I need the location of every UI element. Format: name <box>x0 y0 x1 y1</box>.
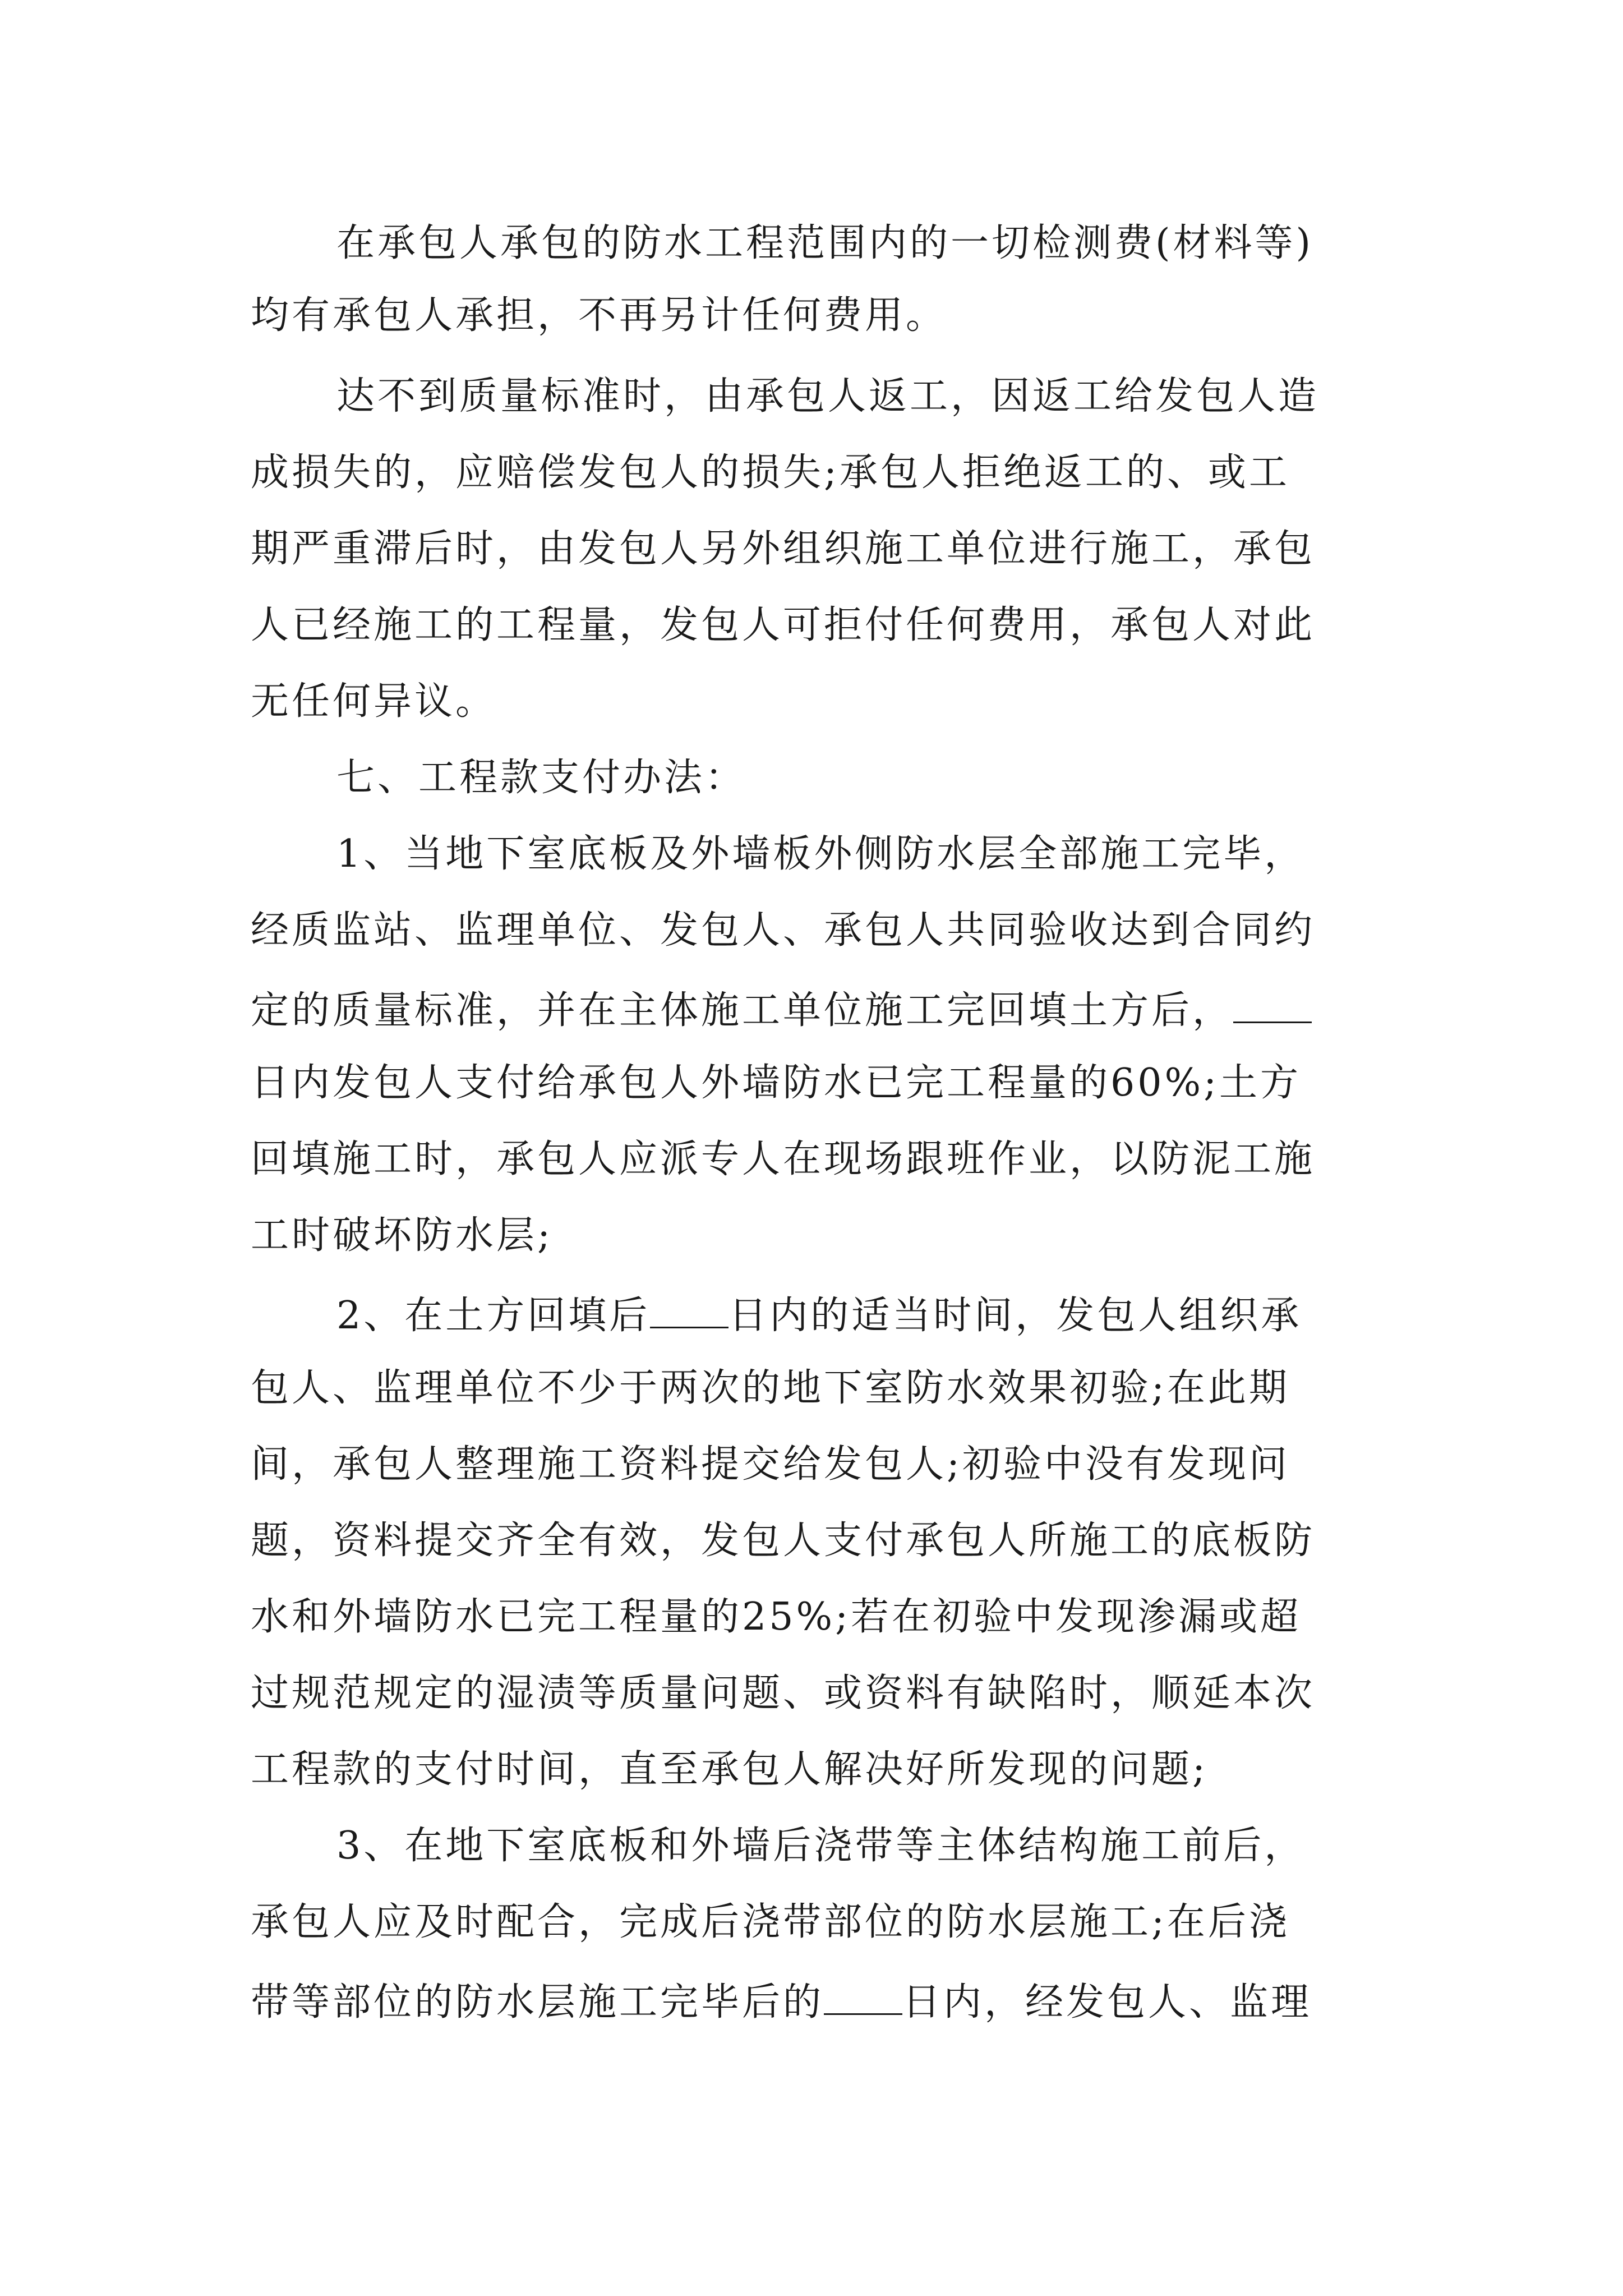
text-line: 工时破坏防水层; <box>251 1213 553 1258</box>
text-line <box>251 1980 1312 2022</box>
text-line: 间，承包人整理施工资料提交给发包人;初验中没有发现问 <box>251 1442 1290 1487</box>
text-line: 达不到质量标准时，由承包人返工，因返工给发包人造 <box>336 374 1320 418</box>
text-line: 成损失的，应赔偿发包人的损失;承包人拒绝返工的、或工 <box>251 450 1290 495</box>
text-line: 日内发包人支付给承包人外墙防水已完工程量的60%;土方 <box>251 1061 1302 1105</box>
text-segment: 2、在土方回填后 <box>336 1294 651 1338</box>
text-line: 无任何异议。 <box>251 679 497 724</box>
fill-in-blank <box>650 1293 728 1328</box>
text-line: 在承包人承包的防水工程范围内的一切检测费(材料等) <box>336 221 1314 265</box>
text-line: 期严重滞后时，由发包人另外组织施工单位进行施工，承包 <box>251 527 1316 571</box>
text-line: 回填施工时，承包人应派专人在现场跟班作业，以防泥工施 <box>251 1137 1316 1181</box>
text-line: 工程款的支付时间，直至承包人解决好所发现的问题; <box>251 1747 1208 1792</box>
fill-in-blank <box>824 1980 902 2015</box>
text-segment: 日内的适当时间，发包人组织承 <box>728 1294 1302 1338</box>
text-line: 经质监站、监理单位、发包人、承包人共同验收达到合同约 <box>251 908 1316 953</box>
text-line: 过规范规定的湿渍等质量问题、或资料有缺陷时，顺延本次 <box>251 1671 1316 1715</box>
text-line: 均有承包人承担，不再另计任何费用。 <box>251 293 947 338</box>
section-heading: 七、工程款支付办法： <box>336 756 746 800</box>
fill-in-blank <box>1233 988 1312 1023</box>
text-line: 包人、监理单位不少于两次的地下室防水效果初验;在此期 <box>251 1366 1290 1410</box>
text-line: 3、在地下室底板和外墙后浇带等主体结构施工前后， <box>336 1824 1306 1868</box>
text-segment: 带等部位的防水层施工完毕后的 <box>251 1980 824 2024</box>
text-line: 承包人应及时配合，完成后浇带部位的防水层施工;在后浇 <box>251 1900 1290 1944</box>
text-segment: 日内，经发包人、监理 <box>902 1980 1312 2024</box>
text-segment: 定的质量标准，并在主体施工单位施工完回填土方后， <box>251 988 1234 1033</box>
text-line: 1、当地下室底板及外墙板外侧防水层全部施工完毕， <box>336 832 1306 876</box>
text-line: 水和外墙防水已完工程量的25%;若在初验中发现渗漏或超 <box>251 1595 1302 1639</box>
text-line <box>336 1293 1302 1338</box>
text-line: 人已经施工的工程量，发包人可拒付任何费用，承包人对此 <box>251 603 1316 647</box>
text-line: 题，资料提交齐全有效，发包人支付承包人所施工的底板防 <box>251 1519 1316 1563</box>
text-line <box>251 988 1312 1033</box>
